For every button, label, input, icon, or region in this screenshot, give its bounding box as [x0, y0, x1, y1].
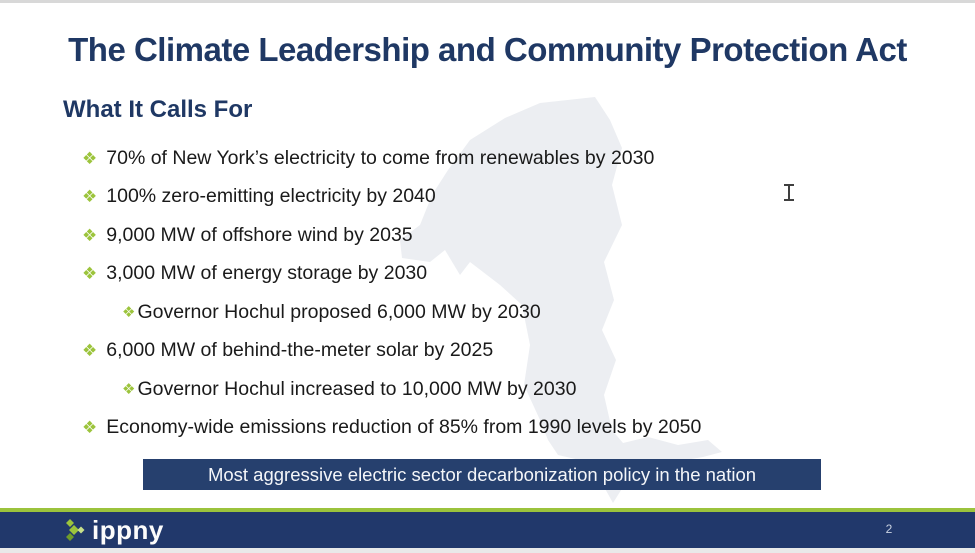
bullet-text: 9,000 MW of offshore wind by 2035 — [106, 223, 413, 246]
diamond-bullet-icon: ❖ — [82, 187, 98, 207]
bullet-item — [82, 216, 902, 255]
bullet-text: Economy-wide emissions reduction of 85% from 1990 levels by 2050 — [106, 416, 702, 439]
bullet-item — [82, 409, 902, 448]
ippny-logo-text: ippny — [92, 515, 164, 545]
bullet-list — [82, 139, 902, 447]
bullet-item — [82, 332, 902, 371]
bullet-text: 70% of New York’s electricity to come from renewables by 2030 — [106, 146, 655, 169]
diamond-bullet-icon: ❖ — [82, 148, 98, 168]
bullet-text: Governor Hochul proposed 6,000 MW by 2030 — [137, 300, 541, 323]
sub-bullet-item — [82, 293, 902, 332]
sub-bullet-item — [82, 370, 902, 409]
bullet-text: Governor Hochul increased to 10,000 MW by 2030 — [137, 377, 577, 400]
diamond-bullet-icon: ❖ — [82, 418, 98, 438]
bottom-edge-strip — [0, 548, 975, 553]
highlight-banner — [143, 459, 821, 490]
diamond-bullet-icon: ❖ — [122, 303, 136, 321]
ippny-logo — [63, 516, 164, 544]
section-heading: What It Calls For — [63, 96, 253, 123]
bullet-text: 6,000 MW of behind-the-meter solar by 2025 — [106, 339, 494, 362]
top-border-line — [0, 0, 975, 3]
bullet-item — [82, 255, 902, 294]
bullet-text: 100% zero-emitting electricity by 2040 — [106, 185, 436, 208]
slide-title: The Climate Leadership and Community Protection Act — [68, 31, 907, 68]
diamond-bullet-icon: ❖ — [82, 225, 98, 245]
bullet-item — [82, 139, 902, 178]
diamond-bullet-icon: ❖ — [122, 380, 136, 398]
footer-bar — [0, 512, 975, 548]
bullet-text: 3,000 MW of energy storage by 2030 — [106, 262, 428, 285]
bullet-item — [82, 178, 902, 217]
diamond-bullet-icon: ❖ — [82, 264, 98, 284]
ippny-logo-mark-icon — [63, 516, 89, 544]
text-cursor-icon — [782, 183, 796, 202]
banner-text: Most aggressive electric sector decarbonization policy in the nation — [207, 464, 757, 485]
diamond-bullet-icon: ❖ — [82, 341, 98, 361]
page-number: 2 — [885, 522, 893, 536]
